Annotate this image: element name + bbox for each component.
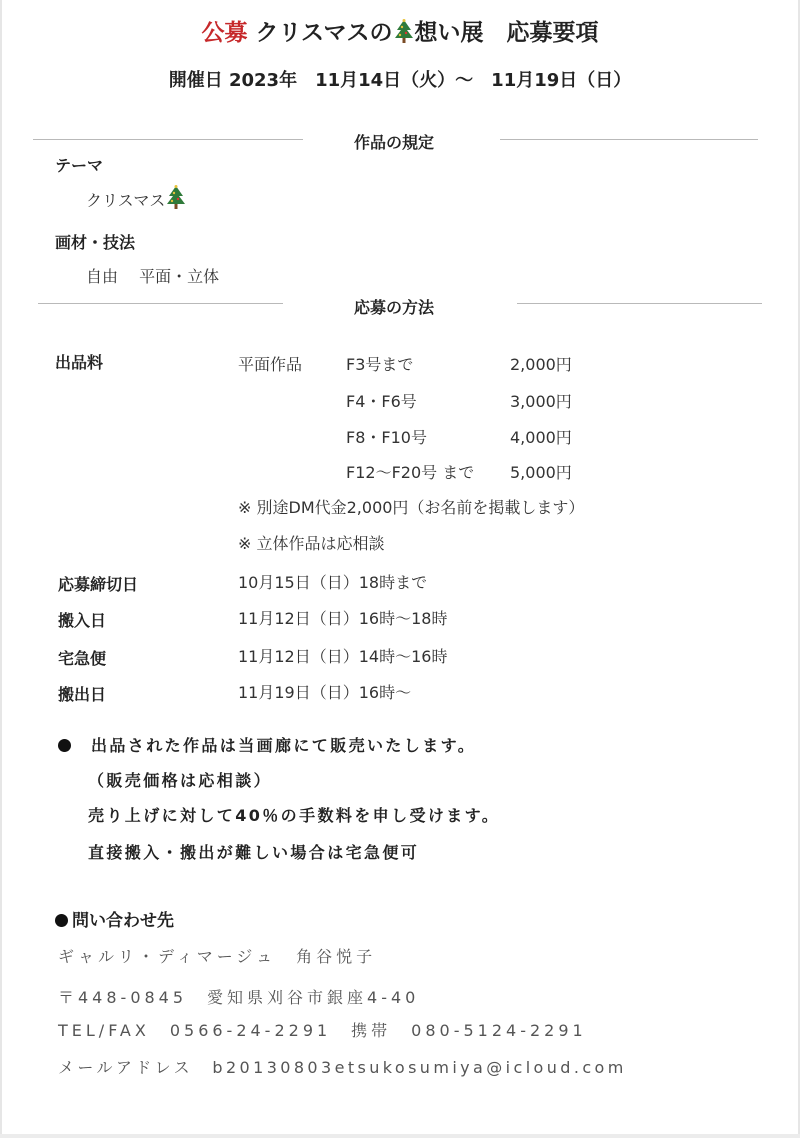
fee-label: 出品料 [55, 353, 104, 372]
fee-price: 2,000円 [510, 355, 572, 374]
divider-left [33, 139, 303, 140]
schedule-value: 11月12日（日）16時～18時 [238, 609, 448, 628]
schedule-label: 搬出日 [58, 685, 107, 704]
schedule-value: 10月15日（日）18時まで [238, 573, 428, 592]
theme-value: クリスマス [86, 184, 187, 211]
medium-value: 自由 平面・立体 [86, 267, 220, 286]
contact-email: メールアドレス b20130803etsukosumiya@icloud.com [58, 1058, 627, 1077]
sales-line: 出品された作品は当画廊にて販売いたします。 [58, 733, 476, 756]
event-dates: 開催日 2023年 11月14日（火）～ 11月19日（日） [168, 70, 632, 91]
fee-size: F12～F20号 まで [346, 463, 475, 482]
christmas-tree-icon [165, 184, 187, 210]
fee-size: F8・F10号 [346, 428, 427, 447]
schedule-value: 11月19日（日）16時～ [238, 683, 412, 702]
fee-price: 4,000円 [510, 428, 572, 447]
bottom-edge [0, 1134, 800, 1138]
note-3d-works: ※ 立体作品は応相談 [238, 534, 385, 553]
schedule-label: 搬入日 [58, 611, 107, 630]
divider-right [517, 303, 762, 304]
section-heading-method: 応募の方法 [354, 298, 435, 317]
fee-category: 平面作品 [238, 355, 303, 374]
divider-right [500, 139, 758, 140]
bullet-dot-icon [55, 914, 68, 927]
fee-price: 3,000円 [510, 392, 572, 411]
medium-label: 画材・技法 [55, 233, 136, 252]
fee-size: F4・F6号 [346, 392, 417, 411]
sales-line: 直接搬入・搬出が難しい場合は宅急便可 [88, 843, 420, 862]
fee-price: 5,000円 [510, 463, 572, 482]
bullet-dot-icon [58, 739, 71, 752]
theme-label: テーマ [55, 156, 104, 175]
sales-line: （販売価格は応相談） [88, 771, 273, 790]
christmas-tree-icon [393, 18, 415, 44]
schedule-label: 宅急便 [58, 649, 107, 668]
contact-heading: 問い合わせ先 [55, 906, 174, 931]
page-title [0, 14, 800, 47]
title-open-call: 公募 [201, 20, 248, 46]
divider-left [38, 303, 283, 304]
title-pre: クリスマスの [255, 20, 393, 46]
sales-line: 売り上げに対して40％の手数料を申し受けます。 [88, 806, 501, 825]
section-heading-rules: 作品の規定 [354, 133, 435, 152]
schedule-label: 応募締切日 [58, 575, 139, 594]
note-dm-fee: ※ 別途DM代金2,000円（お名前を掲載します） [238, 498, 585, 517]
contact-phone: TEL/FAX 0566-24-2291 携帯 080-5124-2291 [58, 1021, 587, 1040]
title-post: 想い展 応募要項 [414, 20, 599, 46]
fee-size: F3号まで [346, 355, 414, 374]
contact-address: 〒448-0845 愛知県刈谷市銀座4-40 [58, 988, 420, 1007]
contact-gallery: ギャルリ・ディマージュ 角谷悦子 [58, 947, 377, 966]
schedule-value: 11月12日（日）14時～16時 [238, 647, 448, 666]
